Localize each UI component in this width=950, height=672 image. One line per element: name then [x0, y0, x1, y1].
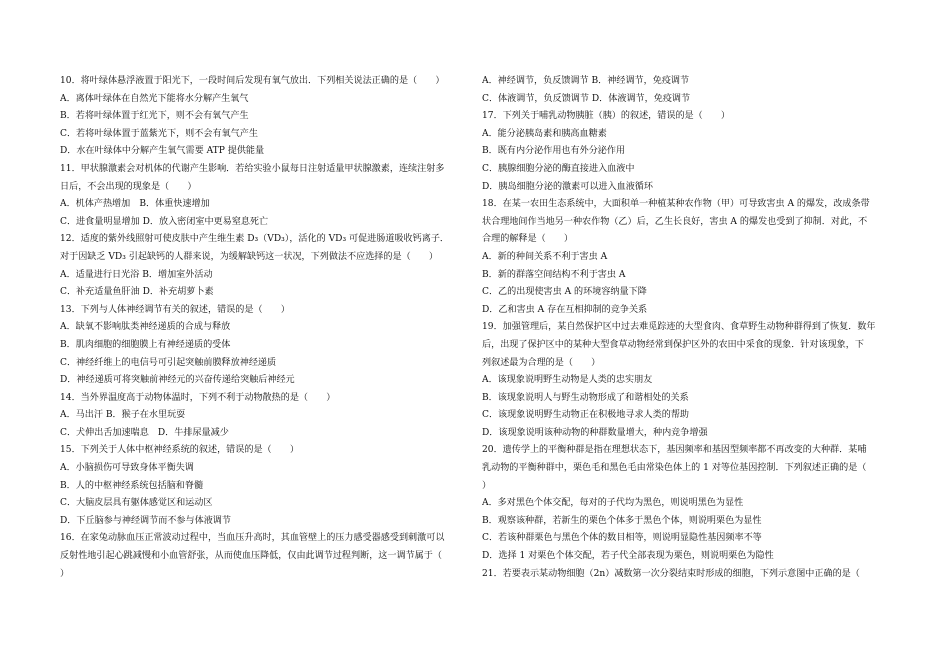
text-line: D．该现象说明该种动物的种群数量增大，种内竞争增强	[482, 427, 708, 438]
text-line: 合理的解释是（ ）	[482, 234, 573, 245]
text-line: D．神经递质可将突触前神经元的兴奋传递给突触后神经元	[60, 375, 295, 386]
text-line: 15．下列关于人体中枢神经系统的叙述，错误的是（ ）	[60, 445, 299, 456]
text-line: 列叙述最为合理的是（ ）	[482, 357, 601, 368]
text-line: C．若将叶绿体置于蓝紫光下，则不会有氧气产生	[60, 128, 258, 139]
left-column	[60, 73, 470, 583]
text-line: D．水在叶绿体中分解产生氧气需要 ATP 提供能量	[60, 146, 265, 157]
text-line: D．选择 1 对栗色个体交配，若子代全部表现为栗色，则说明栗色为隐性	[482, 551, 774, 562]
text-line: C．进食量明显增加 D．放入密闭室中更易窒息死亡	[60, 216, 269, 227]
text-line: C．犬伸出舌加速喘息 D．牛排尿量减少	[60, 427, 229, 438]
text-line: A．能分泌胰岛素和胰高血糖素	[482, 128, 607, 139]
text-line: C．体液调节，负反馈调节 D．体液调节，免疫调节	[482, 93, 691, 104]
text-line: C．补充适量鱼肝油 D．补充胡萝卜素	[60, 287, 214, 298]
text-line: 11．甲状腺激素会对机体的代谢产生影响．若给实验小鼠每日注射适量甲状腺激素，连续注射多	[60, 163, 445, 174]
text-line: B．人的中枢神经系统包括脑和脊髓	[60, 480, 204, 491]
text-line: 14．当外界温度高于动物体温时，下列不利于动物散热的是（ ）	[60, 392, 336, 403]
text-line: B．若将叶绿体置于红光下，则不会有氧气产生	[60, 111, 249, 122]
text-line: A．小脑损伤可导致身体平衡失调	[60, 463, 194, 474]
text-line: 18．在某一农田生态系统中，大面积单一种植某种农作物（甲）可导致害虫 A 的爆发，改成条带	[482, 199, 870, 210]
text-line: 16．在家兔动脉血压正常波动过程中，当血压升高时，其血管壁上的压力感受器感受到刺激可以	[60, 533, 445, 544]
text-line: B．观察该种群，若新生的栗色个体多于黑色个体，则说明栗色为显性	[482, 515, 762, 526]
text-line: 12．适度的紫外线照射可使皮肤中产生维生素 D₃（VD₃），活化的 VD₃ 可促进肠道吸收钙离子．	[60, 234, 450, 245]
text-line: 后，出现了保护区中的某种大型食草动物经常到保护区外的农田中采食的现象．针对该现象，下	[482, 339, 864, 350]
text-line: 对于因缺乏 VD₃ 引起缺钙的人群来说，为缓解缺钙这一状况，下列做法不应选择的是（ ）	[60, 251, 438, 262]
text-line: A．机体产热增加 B．体重快速增加	[60, 199, 210, 210]
text-line: A．多对黑色个体交配，每对的子代均为黑色，则说明黑色为显性	[482, 498, 744, 509]
text-line: A．离体叶绿体在自然光下能将水分解产生氧气	[60, 93, 249, 104]
text-line: 10．将叶绿体悬浮液置于阳光下，一段时间后发现有氧气放出．下列相关说法正确的是（ ）	[60, 76, 445, 86]
text-line: 20．遗传学上的平衡种群是指在理想状态下，基因频率和基因型频率都不再改变的大种群．某哺	[482, 445, 867, 456]
text-line: A．新的种间关系不利于害虫 A	[482, 251, 608, 262]
text-line: 13．下列与人体神经调节有关的叙述，错误的是（ ）	[60, 304, 290, 315]
right-column	[482, 73, 902, 583]
text-line: A．适量进行日光浴 B．增加室外活动	[60, 269, 213, 280]
text-line: A．该现象说明野生动物是人类的忠实朋友	[482, 375, 653, 386]
text-line: A．马出汗 B．猴子在水里玩耍	[60, 410, 186, 421]
text-line: 21．若要表示某动物细胞（2n）减数第一次分裂结束时形成的细胞，下列示意图中正确的是（	[482, 568, 860, 579]
text-line: D．胰岛细胞分泌的激素可以进入血液循环	[482, 181, 653, 192]
text-line: 17．下列关于哺乳动物胰脏（胰）的叙述，错误的是（ ）	[482, 111, 731, 122]
text-line: C．乙的出现使害虫 A 的环境容纳量下降	[482, 287, 647, 298]
text-line: C．若该种群栗色与黑色个体的数目相等，则说明显隐性基因频率不等	[482, 533, 762, 544]
text-line: 反射性地引起心跳减慢和小血管舒张，从而使血压降低，仅由此调节过程判断，这一调节属于（	[60, 551, 442, 562]
text-line: C．神经纤维上的电信号可引起突触前膜释放神经递质	[60, 357, 277, 368]
text-line: B．肌肉细胞的细胞膜上有神经递质的受体	[60, 339, 231, 350]
text-line: D．下丘脑参与神经调节而不参与体液调节	[60, 515, 231, 526]
text-line: B．既有内分泌作用也有外分泌作用	[482, 146, 626, 157]
text-line: D．乙和害虫 A 存在互相抑制的竞争关系	[482, 304, 648, 315]
text-line: ）	[482, 480, 492, 491]
text-line: 19．加强管理后，某自然保护区中过去难觅踪迹的大型食肉、食草野生动物种群得到了恢复．数年	[482, 322, 876, 333]
text-line: C．胰腺细胞分泌的酶直接进入血液中	[482, 163, 635, 174]
text-line: A．神经调节，负反馈调节 B．神经调节，免疫调节	[482, 76, 690, 86]
text-line: 状合理地间作当地另一种农作物（乙）后，乙生长良好，害虫 A 的爆发也受到了抑制．对此，不	[482, 216, 868, 227]
text-line: ）	[60, 568, 70, 579]
text-line: C．大脑皮层具有躯体感觉区和运动区	[60, 498, 213, 509]
text-line: B．新的群落空间结构不利于害虫 A	[482, 269, 626, 280]
text-line: A．缺氧不影响肽类神经递质的合成与释放	[60, 322, 231, 333]
text-line: C．该现象说明野生动物正在积极地寻求人类的帮助	[482, 410, 690, 421]
text-line: B．该现象说明人与野生动物形成了和谐相处的关系	[482, 392, 689, 403]
text-line: 日后，不会出现的现象是（ ）	[60, 181, 197, 192]
text-line: 乳动物的平衡种群中，栗色毛和黑色毛由常染色体上的 1 对等位基因控制．下列叙述正确的是（	[482, 463, 867, 474]
